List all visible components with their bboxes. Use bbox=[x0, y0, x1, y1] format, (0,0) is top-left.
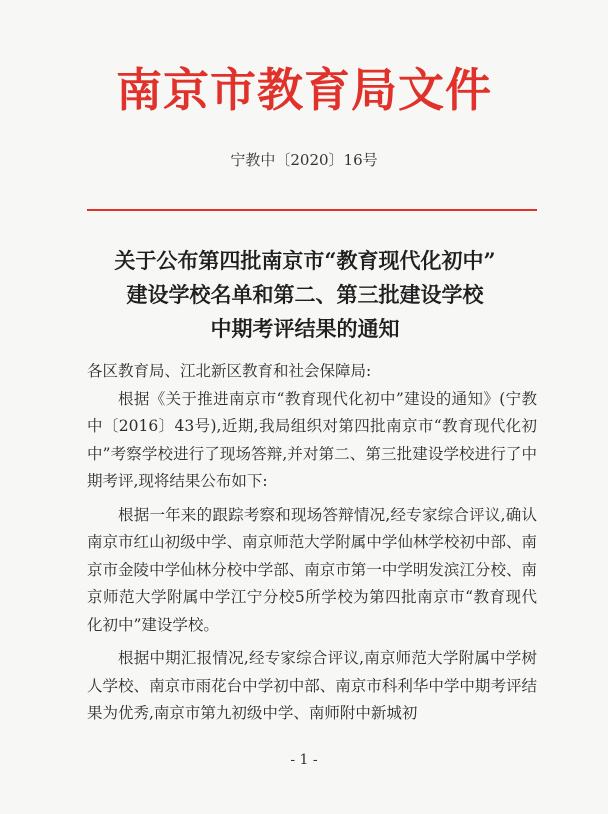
notice-title-line-3: 中期考评结果的通知 bbox=[210, 316, 400, 341]
page-number: - 1 - bbox=[290, 752, 318, 768]
red-separator-line bbox=[87, 209, 537, 211]
notice-title-line-1: 关于公布第四批南京市“教育现代化初中” bbox=[114, 248, 496, 273]
notice-title bbox=[60, 244, 550, 346]
document-number: 宁教中〔2020〕16号 bbox=[230, 151, 378, 169]
document-body bbox=[87, 358, 537, 728]
salutation: 各区教育局、江北新区教育和社会保障局: bbox=[87, 362, 372, 380]
notice-title-line-2: 建设学校名单和第二、第三批建设学校 bbox=[126, 282, 484, 307]
body-paragraph-2: 根据一年来的跟踪考察和现场答辩情况,经专家综合评议,确认南京市红山初级中学、南京师范大学附属中学仙林学校初中部、南京市金陵中学仙林分校中学部、南京市第一中学明发滨江分校、南京师范大学附属中学江宁分校5所学校为第四批南京市“教育现代化初中”建设学校。 bbox=[87, 505, 537, 634]
body-paragraph-1: 根据《关于推进南京市“教育现代化初中”建设的通知》(宁教中〔2016〕43号),近期,我局组织对第四批南京市“教育现代化初中”考察学校进行了现场答辩,并对第二、第三批建设学校进行了中期考评,现将结果公布如下: bbox=[87, 389, 537, 490]
body-paragraph-3: 根据中期汇报情况,经专家综合评议,南京师范大学附属中学树人学校、南京市雨花台中学初中部、南京市科利华中学中期考评结果为优秀,南京市第九初级中学、南师附中新城初 bbox=[87, 649, 537, 722]
issuing-authority-header: 南京市教育局文件 bbox=[116, 63, 492, 117]
